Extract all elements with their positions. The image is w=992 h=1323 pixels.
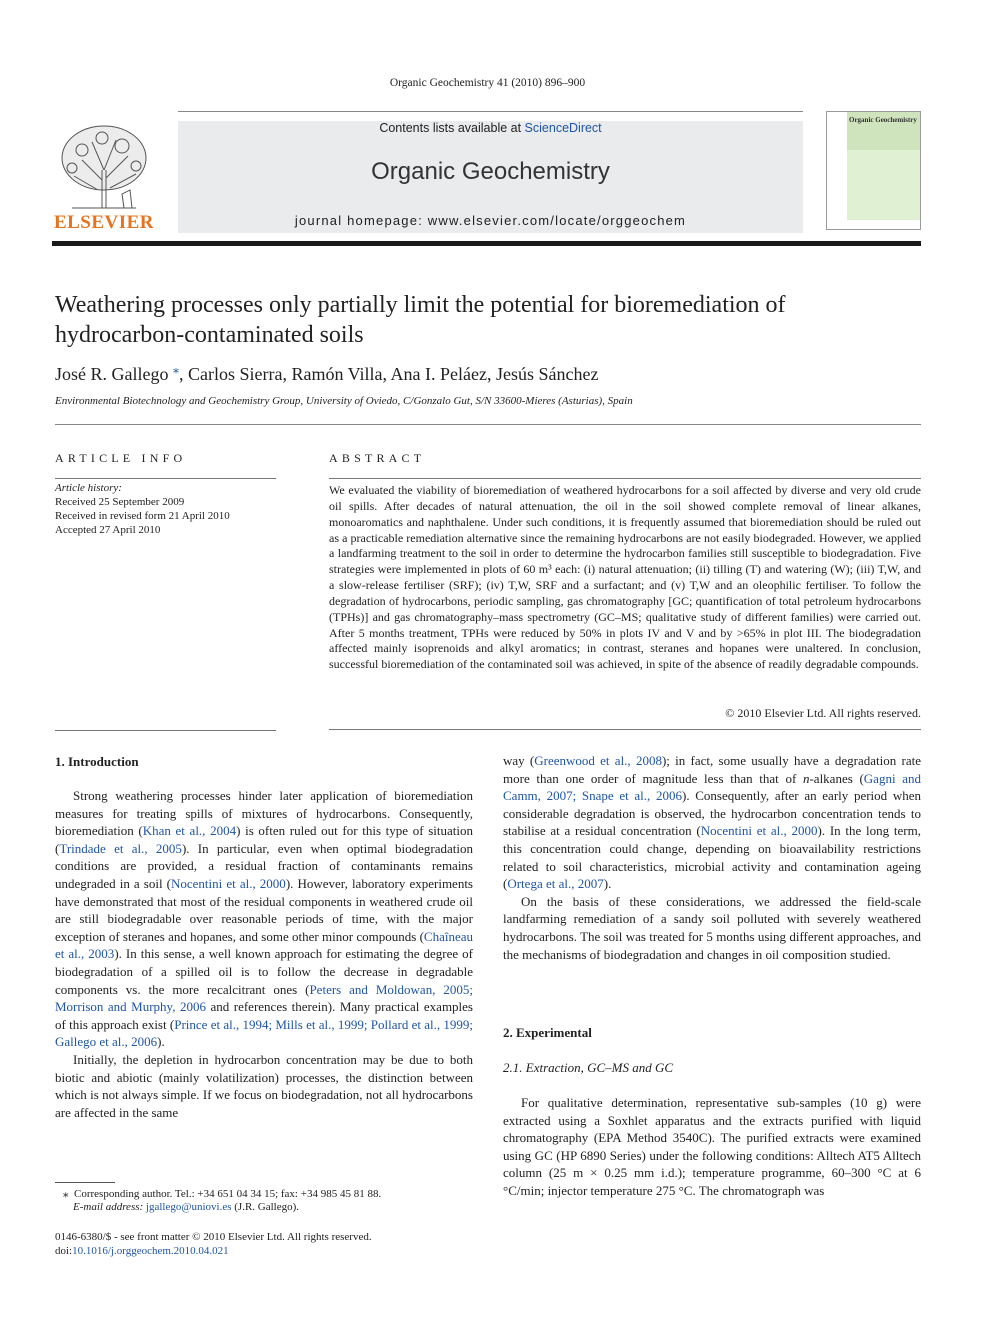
other-authors: , Carlos Sierra, Ramón Villa, Ana I. Peláez, Jesús Sánchez	[178, 364, 599, 384]
article-info-heading: ARTICLE INFO	[55, 451, 187, 465]
intro-paragraph-1: Strong weathering processes hinder later application of bioremediation measures for treating spills of mixtures of hydrocarbons. Consequently, bioremediation (Khan et al., 2004) is often ruled out for this type of situation (Trindade et al., 2005). In particular, even when optimal biodegradation conditions are provided, a residual fraction of contaminants remains undegraded in a soil (Nocentini et al., 2000). However, laboratory experiments have demonstrated that most of the residual components in weathered crude oil are still biodegradable over reasonable periods of time, with the major exception of steranes and hopanes, and some other minor compounds (Chaîneau et al., 2003). In this sense, a well known approach for estimating the degree of biodegradation of a spilled oil is to follow the decrease in degradable components vs. the more recalcitrant ones (Peters and Moldowan, 2005; Morrison and Murphy, 2006 and references therein). Many practical examples of this approach exist (Prince et al., 1994; Mills et al., 1999; Pollard et al., 1999; Gallego et al., 2006).	[55, 788, 474, 1050]
left-column	[55, 787, 473, 1121]
corresponding-author-mark[interactable]: ⁎	[172, 362, 179, 376]
homepage-prefix: journal homepage:	[294, 213, 428, 228]
contents-prefix: Contents lists available at	[379, 121, 525, 135]
citation-link[interactable]: Prince et al., 1994; Mills et al., 1999; Pollard et al., 1999; Gallego et al., 2006	[55, 1016, 474, 1050]
footnote-mark: ⁎	[63, 1188, 69, 1200]
citation-link[interactable]: Trindade et al., 2005	[59, 840, 182, 856]
right-column-top	[503, 752, 921, 963]
author-affiliation: Environmental Biotechnology and Geochemistry Group, University of Oviedo, C/Gonzalo Gut, S/N 33600-Mieres (Asturias), Spain	[55, 395, 633, 407]
article-history-label: Article history:	[55, 482, 122, 494]
received-date: Received 25 September 2009	[55, 496, 185, 508]
citation-link[interactable]: Nocentini et al., 2000	[171, 875, 286, 891]
citation-link[interactable]: Gagni and Camm, 2007; Snape et al., 2006	[503, 770, 922, 804]
homepage-url-link[interactable]: www.elsevier.com/locate/orggeochem	[427, 213, 687, 228]
citation-link[interactable]: Nocentini et al., 2000	[700, 823, 818, 839]
citation-link[interactable]: Greenwood et al., 2008	[534, 753, 662, 768]
issn-line: 0146-6380/$ - see front matter © 2010 Elsevier Ltd. All rights reserved.	[55, 1231, 372, 1243]
introduction-heading: 1. Introduction	[55, 754, 139, 769]
citation-link[interactable]: Chaîneau et al., 2003	[55, 928, 473, 962]
intro-paragraph-4: On the basis of these considerations, we addressed the field-scale landfarming remediation of a sandy soil polluted with severely weathered hydrocarbons. The soil was treated for 5 months using different approaches, and the mechanisms of biodegradation and changes in oil composition studied.	[503, 893, 921, 962]
cover-title: Organic Geochemistry	[849, 116, 917, 124]
article-info-bottom-rule	[55, 730, 276, 731]
journal-homepage	[178, 213, 803, 228]
first-author[interactable]: José R. Gallego	[55, 364, 169, 384]
abstract-copyright: © 2010 Elsevier Ltd. All rights reserved.	[725, 706, 921, 720]
citation-link[interactable]: Khan et al., 2004	[142, 823, 237, 839]
abstract-bottom-rule	[329, 729, 921, 730]
citation-link[interactable]: Peters and Moldowan, 2005; Morrison and Murphy, 2006	[55, 981, 473, 1015]
sciencedirect-link[interactable]: ScienceDirect	[524, 121, 602, 135]
article-info-rule	[55, 478, 276, 479]
accepted-date: Accepted 27 April 2010	[55, 524, 161, 536]
right-column-bottom	[503, 1094, 921, 1200]
email-label: E-mail address:	[73, 1201, 144, 1213]
citation-link[interactable]: Ortega et al., 2007	[507, 876, 604, 892]
intro-paragraph-3: way (Greenwood et al., 2008); in fact, some usually have a degradation rate more than one order of magnitude less than that of n-alkanes (Gagni and Camm, 2007; Snape et al., 2006). Consequently, after an early period when considerable degradation is observed, the hydrocarbon concentration tends to stabilise at a residual concentration (Nocentini et al., 2000). In the long term, this concentration could change, depending on bioavailability restrictions related to soil characteristics, microbial activity and contamination ageing (Ortega et al., 2007).	[503, 753, 922, 892]
experimental-paragraph-1: For qualitative determination, representative sub-samples (10 g) were extracted using a Soxhlet apparatus and the extracts purified with liquid chromatography (EPA Method 3540C). The purified extracts were examined using GC (HP 6890 Series) under the following conditions: Alltech AT5 Alltech column (25 m × 0.25 mm i.d.); temperature programme, 60–300 °C at 6 °C/min; injector temperature 275 °C. The chromatograph was	[503, 1095, 921, 1198]
subsection-heading: 2.1. Extraction, GC–MS and GC	[503, 1060, 674, 1075]
corresponding-author-footnote: ⁎ Corresponding author. Tel.: +34 651 04 34 15; fax: +34 985 45 81 88.	[63, 1188, 382, 1200]
author-list	[55, 362, 915, 385]
abstract-rule	[329, 478, 921, 479]
footnote-rule	[55, 1182, 115, 1183]
doi-link[interactable]: 10.1016/j.orggeochem.2010.04.021	[72, 1245, 229, 1257]
abstract-heading: ABSTRACT	[329, 451, 426, 465]
cover-band-body	[847, 150, 920, 220]
header-top-rule	[178, 111, 803, 112]
elsevier-wordmark: ELSEVIER	[53, 212, 155, 233]
doi-line: doi:10.1016/j.orggeochem.2010.04.021	[55, 1245, 229, 1257]
title-rule	[55, 424, 921, 425]
journal-reference: Organic Geochemistry 41 (2010) 896–900	[389, 77, 586, 89]
abstract-text: We evaluated the viability of bioremediation of weathered hydrocarbons for a soil affected by diverse and very old crude oil spills. After decades of natural attenuation, the oil in the soil showed complete removal of linear alkanes, monoaromatics and naphthalene. Under such conditions, it is frequently assumed that bioremediation should be ruled out as a practicable remediation alternative since the remaining hydrocarbons are not easily biodegraded. However, we applied a landfarming treatment to the soil in order to determine the hydrocarbon families still susceptible to biodegradation. Five strategies were implemented in plots of 60 m³ each: (i) natural attenuation; (ii) tilling (T) and watering (W); (iii) T,W, and a slow-release fertiliser (SRF); (iv) T,W, SRF and a surfactant; and (v) T,W and an oleophilic fertiliser. To follow the degradation of hydrocarbons, periodic sampling, gas chromatography [GC; quantification of total petroleum hydrocarbons (TPHs)] and gas chromatography–mass spectrometry (GC–MS; qualitative study of different families) were carried out. After 5 months treatment, TPHs were reduced by 50% in plots IV and V and by >65% in plot III. The biodegradation affected mainly isoprenoids and alkyl aromatics; in contrast, steranes and hopanes were unaltered. In conclusion, successful bioremediation of the contaminated soil was achieved, in spite of the absence of readily degradable compounds.	[329, 483, 921, 672]
header-thick-rule	[52, 241, 921, 246]
journal-name: Organic Geochemistry	[371, 158, 610, 185]
revised-date: Received in revised form 21 April 2010	[55, 510, 230, 522]
contents-availability	[178, 121, 803, 135]
journal-cover-thumbnail[interactable]	[826, 111, 921, 230]
article-title: Weathering processes only partially limit the potential for bioremediation of hydrocarbon-contaminated soils	[55, 292, 786, 348]
email-link[interactable]: jgallego@uniovi.es	[145, 1201, 232, 1213]
email-footnote: E-mail address: jgallego@uniovi.es (J.R. Gallego).	[73, 1201, 300, 1213]
intro-paragraph-2: Initially, the depletion in hydrocarbon concentration may be due to both biotic and abiotic (mainly volatilization) processes, the distinction between which is not always simple. If we focus on biodegradation, not all hydrocarbons are affected in the same	[55, 1051, 473, 1120]
experimental-heading: 2. Experimental	[503, 1025, 592, 1040]
